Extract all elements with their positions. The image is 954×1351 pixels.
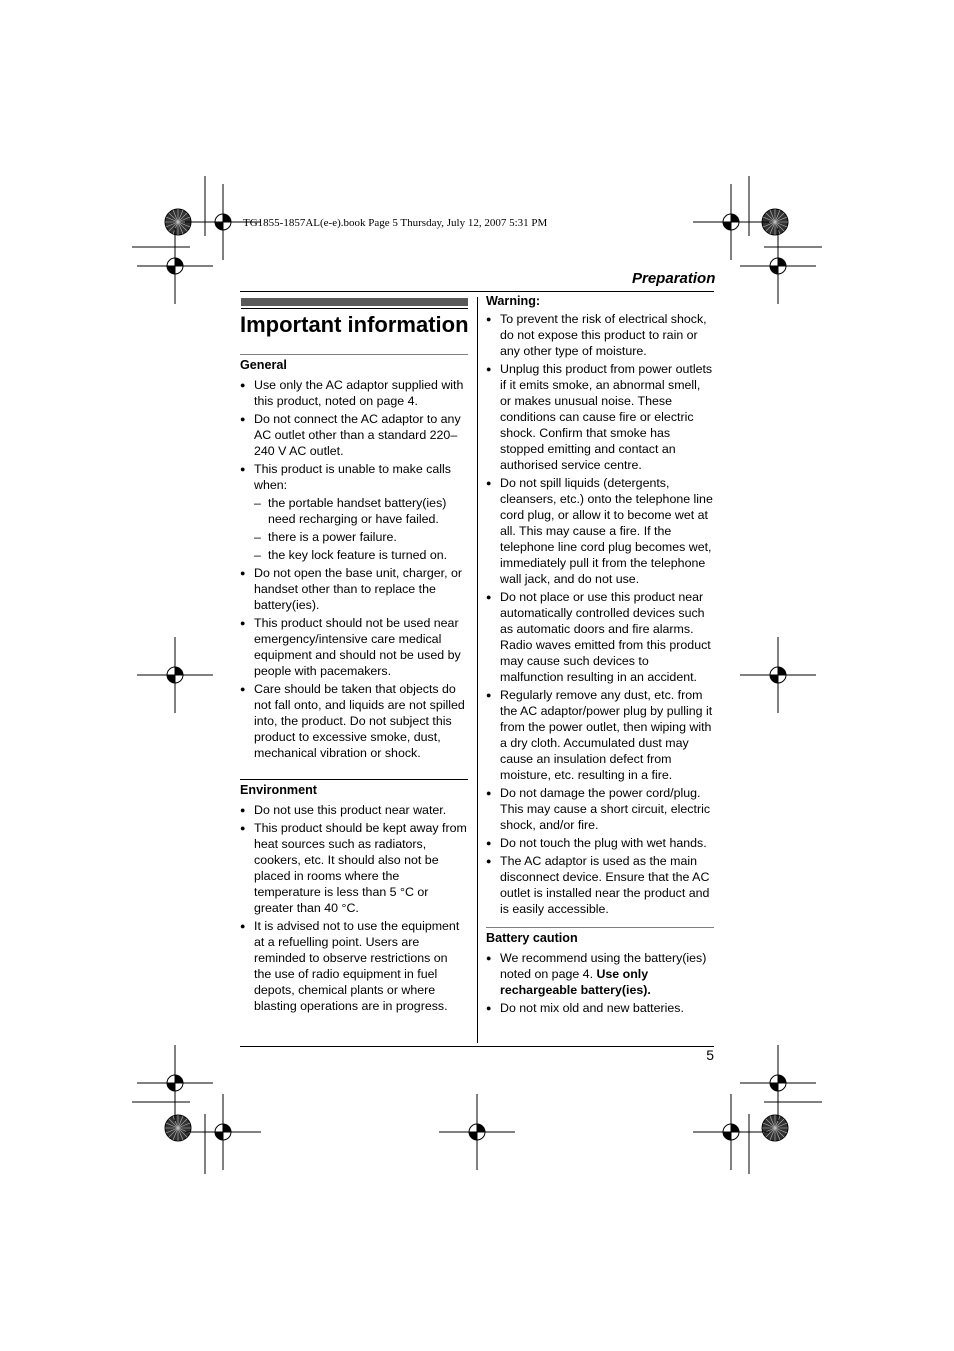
sub-list-item: – the key lock feature is turned on. bbox=[254, 547, 468, 563]
list-item: ● Do not touch the plug with wet hands. bbox=[486, 835, 714, 851]
list-item: ● The AC adaptor is used as the main disconnect device. Ensure that the AC outlet is installed near the product and is easily accessible. bbox=[486, 853, 714, 917]
general-separator bbox=[240, 354, 468, 355]
header-rule bbox=[240, 291, 714, 292]
battery-heading: Battery caution bbox=[486, 931, 578, 945]
list-item: ● Do not connect the AC adaptor to any AC outlet other than a standard 220–240 V AC outlet. bbox=[240, 411, 468, 459]
column-divider bbox=[477, 297, 478, 1043]
page-title: Important information bbox=[240, 312, 469, 337]
list-item bbox=[240, 461, 468, 563]
list-item: ● This product should be kept away from heat sources such as radiators, cookers, etc. It should also not be placed in rooms where the temperature is less than 5 °C or greater than 40 °C. bbox=[240, 820, 468, 916]
general-heading: General bbox=[240, 358, 287, 372]
warning-heading: Warning: bbox=[486, 294, 541, 308]
list-item: ● Do not place or use this product near automatically controlled devices such as automatic doors and fire alarms. Radio waves emitted from this product may cause such devices to malfunction resulting in an accident. bbox=[486, 589, 714, 685]
title-rule bbox=[241, 308, 468, 309]
list-item: ● Regularly remove any dust, etc. from the AC adaptor/power plug by pulling it from the power outlet, then wiping with a dry cloth. Accumulated dust may cause an insulation defect from moisture, etc. resulting in a fire. bbox=[486, 687, 714, 783]
print-info: TG1855-1857AL(e-e).book Page 5 Thursday, July 12, 2007 5:31 PM bbox=[243, 217, 548, 229]
footer-rule bbox=[240, 1046, 714, 1047]
right-column bbox=[486, 293, 714, 1018]
environment-separator bbox=[240, 779, 468, 780]
list-item: ● Do not spill liquids (detergents, cleansers, etc.) onto the telephone line cord plug, or allow it to become wet at all. This may cause a fire. If the telephone line cord plug becomes wet, immediately pull it from the telephone wall jack, and do not use. bbox=[486, 475, 714, 587]
list-item: ● Do not open the base unit, charger, or handset other than to replace the battery(ies). bbox=[240, 565, 468, 613]
title-bar bbox=[241, 298, 468, 306]
environment-heading: Environment bbox=[240, 783, 317, 797]
battery-item-text: We recommend using the battery(ies) noted on page 4. bbox=[500, 951, 707, 981]
list-item: ● Use only the AC adaptor supplied with this product, noted on page 4. bbox=[240, 377, 468, 409]
list-item: ● Do not use this product near water. bbox=[240, 802, 468, 818]
list-item: ● It is advised not to use the equipment at a refuelling point. Users are reminded to observe restrictions on the use of radio equipment in fuel depots, chemical plants or where blasting operations are in progress. bbox=[240, 918, 468, 1014]
list-item: ● Do not damage the power cord/plug. This may cause a short circuit, electric shock, and/or fire. bbox=[486, 785, 714, 833]
list-item: ● Care should be taken that objects do not fall onto, and liquids are not spilled into, the product. Do not subject this product to excessive smoke, dust, mechanical vibration or shock. bbox=[240, 681, 468, 761]
section-header: Preparation bbox=[632, 270, 716, 287]
battery-separator bbox=[486, 927, 714, 928]
warning-list bbox=[486, 311, 714, 917]
list-item-text: This product is unable to make calls when: bbox=[254, 462, 451, 492]
battery-item-emphasis: Use only rechargeable battery(ies). bbox=[500, 967, 651, 997]
list-item bbox=[486, 950, 714, 998]
environment-list bbox=[240, 802, 468, 1014]
sub-list-item: – there is a power failure. bbox=[254, 529, 468, 545]
sub-list-item: – the portable handset battery(ies) need recharging or have failed. bbox=[254, 495, 468, 527]
list-item: ● Unplug this product from power outlets if it emits smoke, an abnormal smell, or makes unusual noise. These conditions can cause fire or electric shock. Confirm that smoke has stopped emitting and contact an authorised service centre. bbox=[486, 361, 714, 473]
list-item: ● This product should not be used near emergency/intensive care medical equipment and should not be used by people with pacemakers. bbox=[240, 615, 468, 679]
list-item: ● To prevent the risk of electrical shock, do not expose this product to rain or any other type of moisture. bbox=[486, 311, 714, 359]
battery-list bbox=[486, 950, 714, 1016]
page-number: 5 bbox=[706, 1047, 714, 1063]
left-column bbox=[240, 354, 468, 1016]
general-list bbox=[240, 377, 468, 761]
sub-list bbox=[254, 495, 468, 563]
list-item: ● Do not mix old and new batteries. bbox=[486, 1000, 714, 1016]
